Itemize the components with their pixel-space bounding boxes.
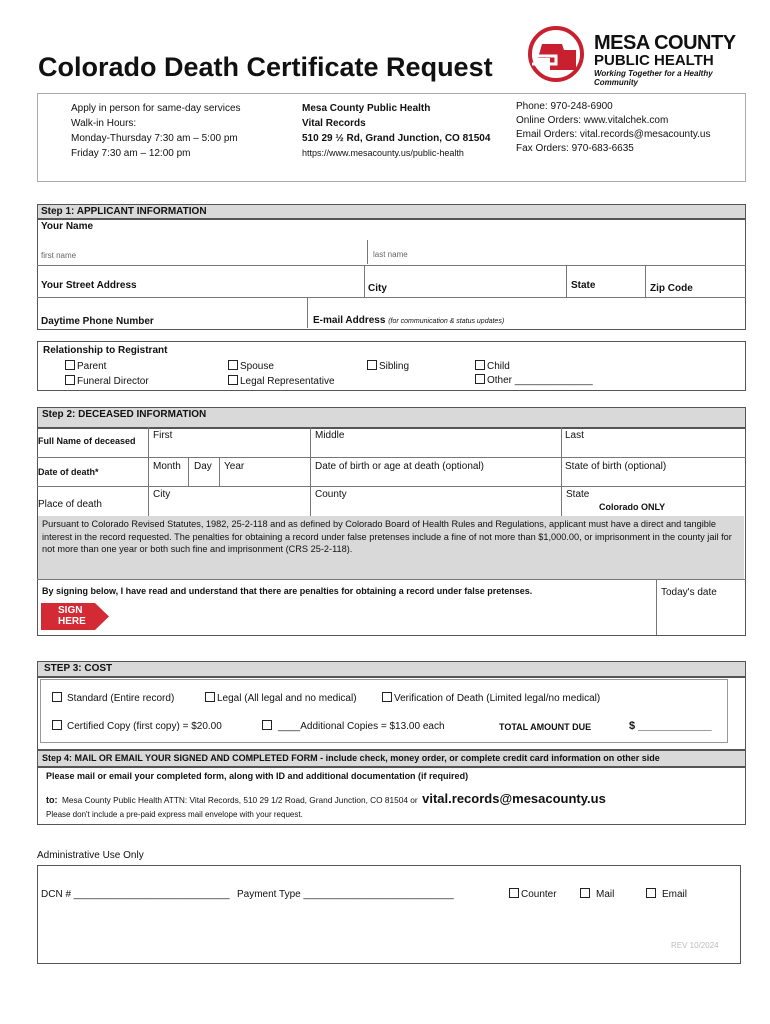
checkbox[interactable] (367, 360, 377, 370)
option-label: ____Additional Copies = $13.00 each (278, 721, 445, 732)
page-title: Colorado Death Certificate Request (38, 52, 493, 82)
email-label: E-mail Address (313, 315, 386, 326)
street-address-field[interactable]: Your Street Address (41, 280, 137, 291)
logo-line2: PUBLIC HEALTH (594, 52, 714, 69)
total-label: TOTAL AMOUNT DUE (499, 722, 592, 732)
death-state-label: State (566, 489, 590, 500)
hours-line: Walk-in Hours: (71, 118, 137, 129)
option-label: Child (487, 361, 510, 372)
option-label: Spouse (240, 361, 274, 372)
hours-block (71, 103, 241, 163)
death-city-field[interactable]: City (153, 489, 171, 500)
step1-heading: Step 1: APPLICANT INFORMATION (41, 206, 207, 217)
city-field[interactable]: City (368, 283, 387, 294)
option-email[interactable] (646, 888, 687, 900)
admin-box (37, 865, 741, 964)
hours-line: Apply in person for same-day services (71, 103, 241, 114)
checkbox[interactable] (205, 692, 215, 702)
deceased-middle-field[interactable]: Middle (315, 430, 345, 441)
contact-block (516, 101, 710, 157)
option-label: Sibling (379, 361, 410, 372)
mail-address: Mesa County Public Health ATTN: Vital Records, 510 29 1/2 Road, Grand Junction, CO 81504 or (61, 795, 418, 805)
checkbox[interactable] (52, 692, 62, 702)
date-of-death-label: Date of death* (38, 467, 99, 477)
checkbox[interactable] (228, 360, 238, 370)
contact-line: Phone: 970-248-6900 (516, 101, 613, 112)
option-label: Counter (521, 889, 557, 900)
option-label: Other ______________ (487, 375, 593, 386)
checkbox[interactable] (52, 720, 62, 730)
admin-label: Administrative Use Only (37, 850, 144, 861)
checkbox[interactable] (382, 692, 392, 702)
first-name-field[interactable]: first name (41, 251, 77, 260)
dob-field[interactable]: Date of birth or age at death (optional) (315, 461, 484, 472)
email-link[interactable]: vital.records@mesacounty.us (422, 791, 606, 806)
death-year-field[interactable]: Year (224, 461, 245, 472)
legal-notice: Pursuant to Colorado Revised Statutes, 1982, 25-2-118 and as defined by Colorado Board of Health Rules and Regulations, applicant must have a direct and tangible interest in the record requested. The penalties for obtaining a record under false pretenses include a fine of not more than $1,000.00, or imprisonment in the county jail for not more than one year or both such fine and imprisonment (CRS 25-2-118). (42, 519, 732, 554)
checkbox[interactable] (475, 374, 485, 384)
office-block (302, 103, 490, 163)
todays-date-field[interactable]: Today's date (661, 587, 717, 598)
zip-code-field[interactable]: Zip Code (650, 283, 693, 294)
option-legal-rep[interactable] (228, 375, 335, 387)
option-spouse[interactable] (228, 360, 274, 372)
logo-tagline: Working Together for a Healthy Community (594, 69, 713, 87)
checkbox[interactable] (65, 360, 75, 370)
option-counter[interactable] (509, 888, 557, 900)
relationship-label: Relationship to Registrant (43, 345, 168, 356)
cost-inner-box (40, 679, 728, 743)
logo-line1: MESA COUNTY (594, 32, 736, 54)
sign-here-line: HERE (58, 616, 86, 627)
contact-line: Email Orders: vital.records@mesacounty.us (516, 129, 711, 140)
option-label: Certified Copy (first copy) = $20.00 (67, 721, 222, 732)
envelope-note: Please don't include a pre-paid express mail envelope with your request. (46, 810, 303, 819)
option-parent[interactable] (65, 360, 106, 372)
checkbox[interactable] (646, 888, 656, 898)
option-sibling[interactable] (367, 360, 409, 372)
option-verification[interactable] (382, 692, 600, 704)
contact-line: Online Orders: www.vitalchek.com (516, 115, 669, 126)
step2-heading: Step 2: DECEASED INFORMATION (42, 409, 207, 420)
option-label: Funeral Director (77, 376, 149, 387)
checkbox[interactable] (228, 375, 238, 385)
state-field[interactable]: State (571, 280, 596, 291)
option-mail[interactable] (580, 888, 614, 900)
step3-heading: STEP 3: COST (44, 663, 113, 674)
mail-address-line (46, 790, 606, 808)
option-other[interactable] (475, 374, 593, 386)
office-line: Vital Records (302, 118, 366, 129)
checkbox[interactable] (475, 360, 485, 370)
checkbox[interactable] (580, 888, 590, 898)
contact-line: Fax Orders: 970-683-6635 (516, 143, 634, 154)
place-of-death-label: Place of death (38, 499, 102, 510)
payment-type-field[interactable]: Payment Type ___________________________ (237, 889, 454, 900)
deceased-first-field[interactable]: First (153, 430, 173, 441)
office-url[interactable]: https://www.mesacounty.us/public-health (302, 148, 464, 158)
hours-line: Friday 7:30 am – 12:00 pm (71, 148, 191, 159)
office-line: 510 29 ½ Rd, Grand Junction, CO 81504 (302, 133, 491, 144)
option-additional-copies[interactable] (262, 720, 445, 732)
option-label: Mail (596, 889, 615, 900)
option-certified-copy[interactable] (52, 720, 222, 732)
death-month-field[interactable]: Month (153, 461, 181, 472)
option-label: Verification of Death (Limited legal/no medical) (394, 693, 601, 704)
option-label: Standard (Entire record) (67, 693, 175, 704)
mail-instructions: Please mail or email your completed form, along with ID and additional documentation (if required) (46, 771, 469, 781)
option-legal[interactable] (205, 692, 357, 704)
to-label: to: (46, 795, 58, 805)
checkbox[interactable] (65, 375, 75, 385)
checkbox[interactable] (509, 888, 519, 898)
deceased-last-field[interactable]: Last (565, 430, 584, 441)
step1-box (37, 218, 746, 330)
step4-heading: Step 4: MAIL OR EMAIL YOUR SIGNED AND COMPLETED FORM - include check, money order, or complete credit card information on other side (42, 753, 660, 763)
mesa-county-logo (528, 26, 748, 87)
option-child[interactable] (475, 360, 510, 372)
sign-here-arrow[interactable] (41, 603, 109, 630)
option-label: Legal Representative (240, 376, 335, 387)
dcn-field[interactable]: DCN # ____________________________ (41, 889, 230, 900)
email-note: (for communication & status updates) (388, 318, 505, 325)
option-label: Legal (All legal and no medical) (217, 693, 357, 704)
logo-mark-icon (528, 26, 592, 82)
revision-label: REV 10/2024 (671, 941, 719, 950)
signing-statement: By signing below, I have read and understand that there are penalties for obtaining a record under false pretenses. (42, 586, 533, 596)
last-name-field[interactable]: last name (373, 250, 408, 259)
checkbox[interactable] (262, 720, 272, 730)
email-field[interactable] (313, 315, 504, 326)
sign-here-line: SIGN (58, 605, 83, 616)
option-funeral-director[interactable] (65, 375, 149, 387)
death-county-field[interactable]: County (315, 489, 347, 500)
full-name-label: Full Name of deceased (38, 436, 136, 446)
option-standard[interactable] (52, 692, 174, 704)
phone-field[interactable]: Daytime Phone Number (41, 316, 154, 327)
office-line: Mesa County Public Health (302, 103, 431, 114)
option-label: Parent (77, 361, 107, 372)
death-day-field[interactable]: Day (194, 461, 212, 472)
state-of-birth-field[interactable]: State of birth (optional) (565, 461, 667, 472)
hours-line: Monday-Thursday 7:30 am – 5:00 pm (71, 133, 238, 144)
your-name-label: Your Name (41, 221, 94, 232)
total-amount-field[interactable]: $ ____________ (629, 720, 712, 732)
colorado-only: Colorado ONLY (599, 502, 666, 512)
option-label: Email (662, 889, 688, 900)
